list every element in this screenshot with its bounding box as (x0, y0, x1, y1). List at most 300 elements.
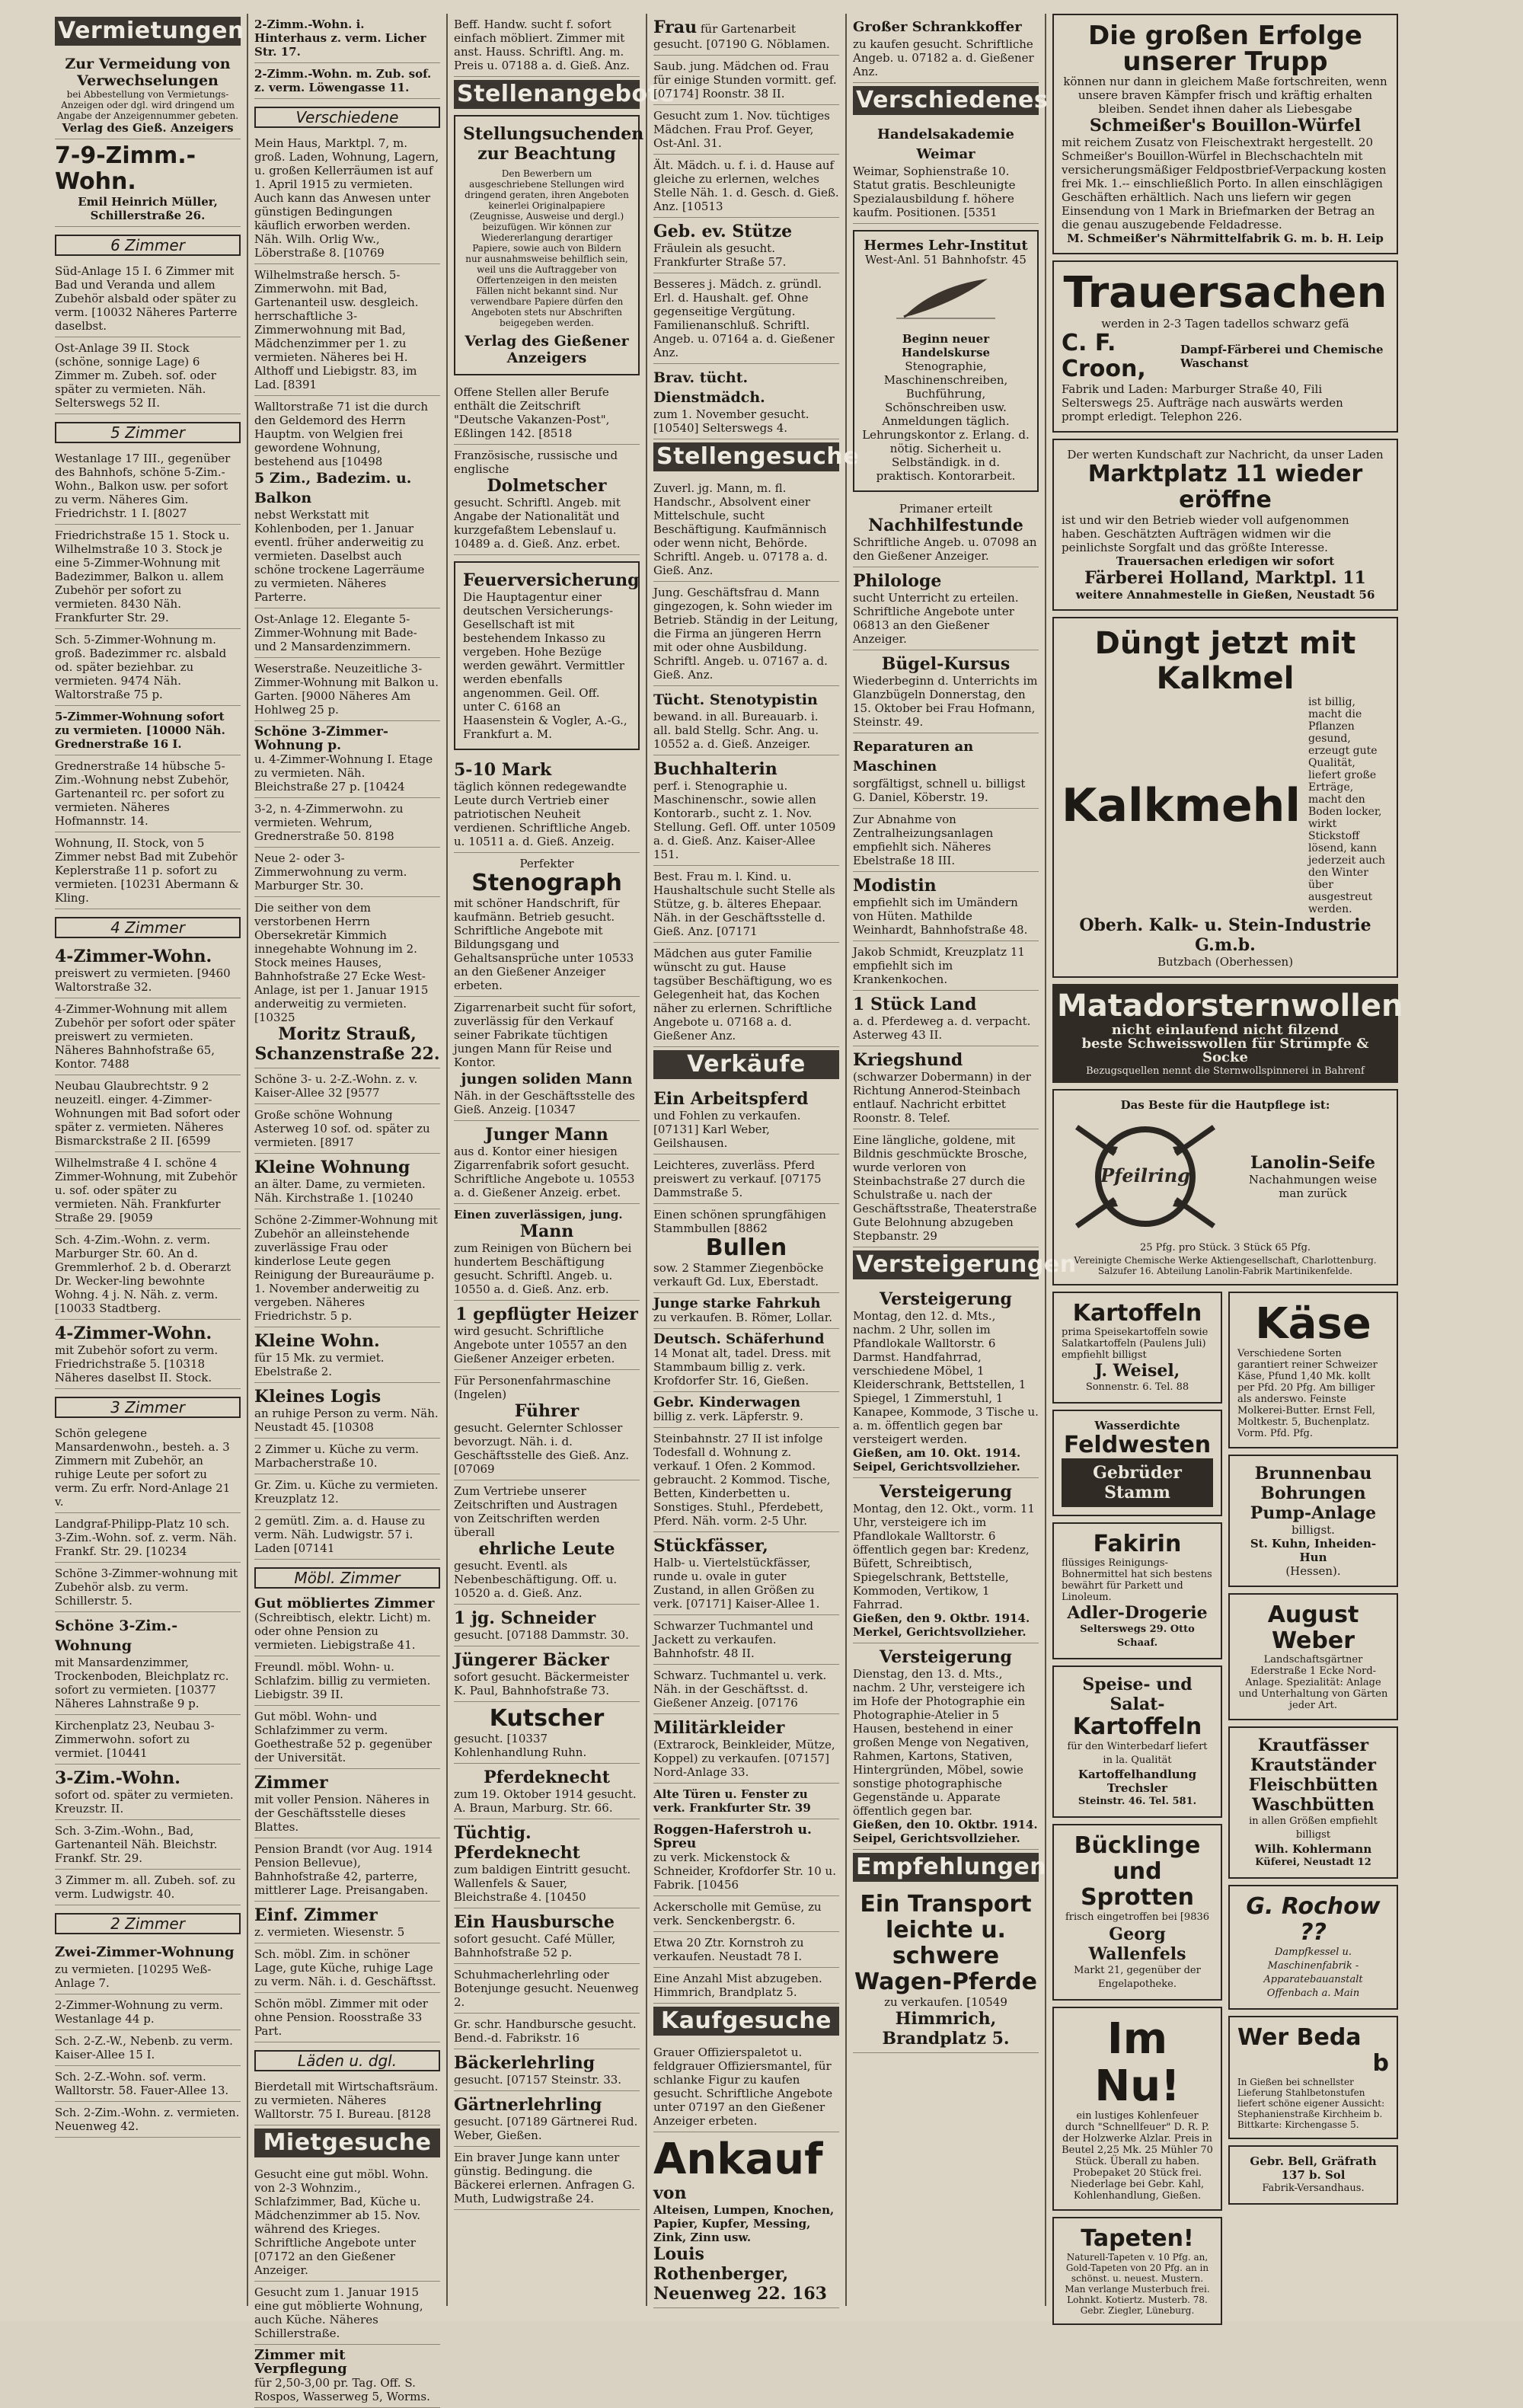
listing: Freundl. möbl. Wohn- u. Schlafzim. billig zu vermieten. Liebigstr. 39 II. (254, 1656, 440, 1706)
listing: Sch. 3-Zim.-Wohn., Bad, Gartenanteil Näh. Bleichstr. Frankf. Str. 29. (55, 1820, 241, 1870)
listing-title: Buchhalterin (653, 759, 777, 779)
ad-sign: Butzbach (Oberhessen) (1157, 955, 1294, 969)
ad-firm: Gebr. Bell, Gräfrath 137 b. Sol (1250, 2154, 1377, 2182)
ad-headline: Trauersachen (1063, 268, 1387, 318)
ad-headline: Brunnenbau (1254, 1464, 1372, 1483)
ad-headline: und Sprotten (1081, 1858, 1194, 1911)
listing-title: Zwei-Zimmer-Wohnung (55, 1944, 235, 1960)
listing-text: Die seither von dem verstorbenen Herrn Obersekretär Kimmich innegehabte Wohnung im 2. Stock meines Hauses, Bahnhofstraße 27 Ecke West-Anlage, ist per 1. Januar 1915 anderweitig zu vermieten. [10325 (254, 901, 429, 1024)
listing-sign: Himmrich, Brandplatz 5. (882, 2009, 1010, 2049)
listing: Bierdetall mit Wirtschaftsräum. zu vermieten. Näheres Walltorstr. 75 I. Bureau. [8128 (254, 2076, 440, 2125)
listing: Westanlage 17 III., gegenüber des Bahnhofs, schöne 5-Zim.-Wohn., Balkon usw. per sofort zu verm. Näheres Gim. Friedrichstr. 1 I. [8027 (55, 448, 241, 525)
listing-text: Walltorstraße 71 ist die durch den Geldemord des Herrn Hauptm. von Welgien frei gewordene Wohnung, bestehend aus [10498 (254, 400, 429, 468)
ad-text: Landschaftsgärtner Ederstraße 1 Ecke Nord-Anlage. Spezialität: Anlage und Unterhaltung von Gärten jeder Art. (1238, 1654, 1388, 1711)
ad-sign: M. Schmeißer's Nährmittelfabrik G. m. b. H. Leip (1067, 232, 1384, 245)
listing-title: Versteigerung (880, 1647, 1012, 1667)
ad-sign: Fabrik-Versandhaus. (1262, 2183, 1365, 2194)
listing-sign: Gießen, am 10. Okt. 1914. Seipel, Gerichtsvollzieher. (853, 1446, 1021, 1474)
listing-text: für 2,50-3,00 pr. Tag. Off. S. Rospos, Wasserweg 5, Worms. (254, 2376, 430, 2403)
listing-title: Kutscher (489, 1705, 605, 1732)
box-title: Hermes Lehr-Institut (864, 238, 1028, 254)
trauer-ad (1052, 260, 1398, 433)
listing-text: an ruhige Person zu verm. Näh. Neustadt 45. [10308 (254, 1407, 439, 1434)
listing: Schön gelegene Mansardenwohn., besteh. a. 3 Zimmern mit Zubehör, an ruhige Leute per sofort zu verm. Zu erfr. Nord-Anlage 21 v. (55, 1423, 241, 1513)
column-1 (49, 14, 248, 2306)
ad-headline: Bücklinge (1074, 1832, 1201, 1859)
holland-ad (1052, 439, 1398, 611)
ad-firm: Adler-Drogerie (1067, 1603, 1208, 1623)
ad-headline: Fleischbütten (1248, 1775, 1378, 1795)
ad-sub: beste Schweisswollen für Strümpfe & Socke (1081, 1036, 1369, 1065)
ad-product: Schmeißer's Bouillon-Würfel (1089, 116, 1362, 136)
listing-text: an älter. Dame, zu vermieten. Näh. Kirchstraße 1. [10240 (254, 1177, 426, 1205)
box-text: Lehrungskontor z. Erlang. d. nötig. Sicherheit u. Selbständigk. in d. praktisch. Kontorarbeit. (862, 428, 1030, 483)
ad-firm: Kartoffelhandlung Trechsler (1078, 1768, 1197, 1795)
listing-text: aus d. Kontor einer hiesigen Zigarrenfabrik sofort gesucht. Schriftliche Angebote u. 10553 a. d. Gießener Anzeig. erbet. (454, 1145, 635, 1199)
listing: 2-Zimm.-Wohn. m. Zub. sof. z. verm. Löwengasse 11. (254, 63, 440, 99)
listing: Sch. 4-Zim.-Wohn. z. verm. Marburger Str. 60. An d. Gremmlerhof. 2 b. d. Oberarzt Dr. Wecker-ling bewohnte Wohng. 4 j. N. Näh. z. verm. [10033 Stadtberg. (55, 1229, 241, 1320)
ad-text: prima Speisekartoffeln sowie Salatkartoffeln (Paulens Juli) empfiehlt billigst (1062, 1327, 1209, 1361)
listing-text: gesucht. [07157 Steinstr. 33. (454, 2073, 622, 2087)
listing: Wohnung, II. Stock, von 5 Zimmer nebst Bad mit Zubehör Keplerstraße 11 p. sofort zu vermieten. [10231 Abermann & Kling. (55, 832, 241, 909)
listing-title: Stenograph (471, 870, 622, 896)
listing-title: Bullen (705, 1234, 787, 1261)
listing-title: Junge starke Fahrkuh (653, 1295, 821, 1311)
subsection-3-zimmer: 3 Zimmer (55, 1397, 241, 1418)
listing-text: sofort od. später zu vermieten. Kreuzstr. II. (55, 1788, 234, 1816)
listing-text: (schwarzer Dobermann) in der Richtung Annerod-Steinbach entlauf. Nachricht erbittet Roonstr. 8. Telef. (853, 1070, 1031, 1125)
listing-text: mit Zubehör sofort zu verm. Friedrichstraße 5. [10318 Näheres daselbst II. Stock. (55, 1343, 219, 1384)
listing-text: Fräulein als gesucht. Frankfurter Straße 57. (653, 241, 787, 269)
listing-title: Gebr. Kinderwagen (653, 1394, 801, 1410)
ad-text: Naturell-Tapeten v. 10 Pfg. an, Gold-Tapeten von 20 Pfg. an in schönst. u. neuest. Mustern. Man verlange Musterbuch frei. Lohnkt. Kotiertz. Musterb. 78. Gebr. Ziegler, Lüneburg. (1065, 2252, 1210, 2316)
listing-title: Frau (653, 18, 698, 37)
listing-text: (Extrarock, Beinkleider, Mütze, Koppel) zu verkaufen. [07157] Nord-Anlage 33. (653, 1738, 835, 1779)
listing-text: gesucht. Schriftl. Angeb. mit Angabe der Nationalität und kurzgefaßtem Lebenslauf u. 10489 a. d. Gieß. Anz. erbet. (454, 496, 621, 551)
ad-firm: J. Weisel, (1094, 1361, 1180, 1381)
ad-price: 25 Pfg. pro Stück. 3 Stück 65 Pfg. (1139, 1242, 1311, 1254)
subsection-laeden: Läden u. dgl. (254, 2050, 440, 2071)
listing: Schuhmacherlehrling oder Botenjunge gesucht. Neuenweg 2. (454, 1964, 640, 2014)
listing: Alte Türen u. Fenster zu verk. Frankfurter Str. 39 (653, 1784, 839, 1819)
ad-sign: Markt 21, gegenüber der Engelapotheke. (1074, 1965, 1201, 1990)
notice-title: Stellungsuchenden zur Beachtung (463, 124, 644, 164)
listing-text: Montag, den 12. Okt., vorm. 11 Uhr, versteigere ich im Pfandlokale Walltorstr. 6 öffentlich gegen bar: Kredenz, Büfett, Schreibtisch, Spiegelschrank, Bettstelle, Kommoden, Vertikow, 1 Fahrrad. (853, 1502, 1035, 1611)
listing-text: (Schreibtisch, elektr. Licht) m. oder ohne Pension zu vermieten. Liebigstraße 41. (254, 1611, 431, 1652)
listing: Best. Frau m. l. Kind. u. Haushaltschule sucht Stelle als Stütze, g. b. älteres Ehepaar. Näh. in der Geschäftsstelle d. Gieß. Anz. [07171 (653, 866, 839, 943)
listing-text: preiswert zu vermieten. [9460 Waltorstraße 32. (55, 966, 231, 994)
listing: Mein Haus, Marktpl. 7, m. groß. Laden, Wohnung, Lagern, u. großen Kellerräumen ist auf 1. April 1915 zu vermieten. Auch kann das Anwesen unter günstigen Bedingungen käuflich erworben werden. Näh. Wilh. Orlig Ww., Löberstraße 8. [10769 (254, 133, 440, 264)
listing-title: Ein Arbeitspferd (653, 1089, 809, 1109)
ad-firm: Gebrüder Stamm (1062, 1458, 1213, 1507)
listing-title: Tücht. Stenotypistin (653, 691, 818, 708)
box-title: Feuerversicherung (463, 570, 640, 590)
column-4 (647, 14, 860, 2306)
listing-title: Mann (519, 1222, 574, 1241)
listing-pre: Einen schönen sprungfähigen Stammbullen [8862 (653, 1208, 826, 1235)
ad-firm-sub: Dampf-Färberei und Chemische Waschanst (1180, 343, 1384, 370)
listing-title: 4-Zimmer-Wohn. (55, 1324, 212, 1343)
ad-text: können nur dann in gleichem Maße fortschreiten, wenn unsere braven Kämpfer frisch und kräftig erhalten bleiben. Sendet ihnen daher als Liebesgabe (1063, 75, 1387, 116)
listing: Etwa 20 Ztr. Kornstroh zu verkaufen. Neustadt 78 I. (653, 1932, 839, 1968)
ad-headline: Krautständer (1250, 1755, 1376, 1775)
kaese-ad (1228, 1292, 1398, 1448)
notice-text: bei Abbestellung von Vermietungs-Anzeigen oder dgl. wird dringend um Angabe der Anzeigennummer gebeten. (56, 89, 239, 121)
section-header-kaufgesuche: Kaufgesuche (653, 2007, 839, 2036)
fakirin-ad (1052, 1522, 1222, 1659)
ad-headline: Fakirin (1093, 1531, 1182, 1557)
listing-title: Nachhilfestunde (868, 516, 1023, 535)
listing-text: und Fohlen zu verkaufen. [07131] Karl Weber, Geilshausen. (653, 1109, 801, 1150)
ad-sign: Küferei, Neustadt 12 (1255, 1857, 1371, 1868)
ad-text: frisch eingetroffen bei [9836 (1065, 1911, 1210, 1923)
notice-text: Den Bewerbern um ausgeschriebene Stellungen wird dringend geraten, ihren Angeboten keinerlei Originalpapiere (Zeugnisse, Ausweise und dergl.) beizufügen. Wir können zur Wiedererlangung derartiger Papiere, sowie auch von Bildern nur ausnahmsweise behilflich sein, weil uns die Auftraggeber von Offertenzeigen in den meisten Fällen nicht bekannt sind. Nur verwendbare Papiere dürfen den Angeboten stets nur Abschriften beigegeben werden. (465, 168, 629, 328)
buecklinge-ad (1052, 1824, 1222, 2001)
listing: Sch. möbl. Zim. in schöner Lage, gute Küche, ruhige Lage zu verm. Näh. i. d. Geschäftsst. (254, 1943, 440, 1993)
listing-title: Gut möbliertes Zimmer (254, 1595, 435, 1611)
listing: Zuverl. jg. Mann, m. fl. Handschr., Absolvent einer Mittelschule, sucht Beschäftigung. Kaufmännisch oder wenn nicht, Behörde. Schriftl. Angeb. u. 07178 a. d. Gieß. Anz. (653, 477, 839, 582)
listing: Jung. Geschäftsfrau d. Mann gingezogen, k. Sohn wieder im Betrieb. Ständig in der Leitung, die Firma an jüngeren Herrn mit oder ohne Ausbildung. Schriftl. Angeb. u. 07167 a. d. Gieß. Anz. (653, 582, 839, 686)
listing-title: 1 gepflügter Heizer (455, 1305, 638, 1324)
listing-text: Schriftliche Angeb. u. 07098 an den Gießener Anzeiger. (853, 535, 1037, 563)
ad-text: billigst. (1292, 1523, 1335, 1537)
listing-text: mit schöner Handschrift, für kaufmänn. Betrieb gesucht. Schriftliche Angebote mit Bildungsgang und Gehaltsansprüche unter 10533 an den Gießener Anzeiger erbeten. (454, 896, 634, 992)
listing: Mädchen aus guter Familie wünscht zu gut. Hause tagsüber Beschäftigung, wo es Gelegenheit hat, das Kochen näher zu erlernen. Schriftliche Angebote u. 07168 a. d. Gießener Anz. (653, 943, 839, 1047)
listing-title: Schöne 3-Zim.-Wohnung (55, 1618, 178, 1654)
quill-pen-icon (889, 271, 1003, 324)
listing: Gesucht eine gut möbl. Wohn. von 2-3 Wohnzim., Schlafzimmer, Bad, Küche u. Mädchenzimmer ab 15. Nov. während des Krieges. Schriftliche Angebote unter [07172 an den Gießener Anzeiger. (254, 2164, 440, 2282)
ad-pre: Wasserdichte (1094, 1419, 1180, 1432)
ad-sub: Trauersachen erledigen wir sofort (1116, 554, 1335, 568)
ad-text: ist billig, macht die Pflanzen gesund, erzeugt gute Qualität, liefert große Erträge, macht den Boden locker, wirkt Stickstoff lösend, kann jederzeit auch den Winter über ausgestreut werden. (1307, 696, 1385, 915)
listing-pre: Zum Vertriebe unserer Zeitschriften und Austragen von Zeitschriften werden überall (454, 1484, 618, 1539)
ad-headline: G. Rochow ?? (1246, 1893, 1381, 1946)
subsection-2-zimmer: 2 Zimmer (55, 1913, 241, 1934)
listing-title: Militärkleider (653, 1718, 785, 1738)
listing: Ält. Mädch. u. f. i. d. Hause auf gleiche zu erlernen, welches Stelle Näh. 1. d. Gesch. d. Gieß. Anz. [10513 (653, 155, 839, 218)
listing-text: mit voller Pension. Näheres in der Geschäftsstelle dieses Blattes. (254, 1793, 429, 1834)
listing: Eine Anzahl Mist abzugeben. Himmrich, Brandplatz 5. (653, 1968, 839, 2004)
column-5 (847, 14, 1077, 2306)
subsection-verschiedene: Verschiedene (254, 107, 440, 128)
subsection-4-zimmer: 4 Zimmer (55, 917, 241, 938)
listing-text: gesucht. [10337 Kohlenhandlung Ruhn. (454, 1732, 587, 1759)
listing-text: gesucht. [07189 Gärtnerei Rud. Weber, Gießen. (454, 2115, 638, 2142)
listing: Ost-Anlage 12. Elegante 5-Zimmer-Wohnung mit Bade- und 2 Mansardenzimmern. (254, 608, 440, 658)
listing-title: Schöne 3-Zimmer-Wohnung p. (254, 724, 388, 753)
ad-text: flüssiges Reinigungs-Bohnermittel hat sich bestens bewährt für Parkett und Linoleum. (1062, 1557, 1212, 1603)
listing-title: Ein Hausbursche (454, 1912, 615, 1932)
listing-text: zu verk. Mickenstock & Schneider, Krofdorfer Str. 10 u. Fabrik. [10456 (653, 1851, 836, 1892)
listing-title-suffix: von (653, 2183, 687, 2203)
listing: Gesucht zum 1. Januar 1915 eine gut möblierte Wohnung, auch Küche. Näheres Schillerstraße. (254, 2282, 440, 2345)
listing-title: Philologe (853, 571, 942, 591)
listing-title: Kleine Wohn. (254, 1331, 380, 1351)
lower-ads-right (1228, 1292, 1398, 2331)
listing-pre: Für Personenfahrmaschine (Ingelen) (454, 1374, 611, 1401)
listing: Sch. 5-Zimmer-Wohnung m. groß. Badezimmer rc. alsbald od. später beziehbar. zu vermieten. 9474 Näh. Waltorstraße 75 p. (55, 629, 241, 706)
listing-text: gesucht. Gelernter Schlosser bevorzugt. Näh. i. d. Geschäftsstelle des Gieß. Anz. [07069 (454, 1421, 630, 1476)
listing: 2-Zimm.-Wohn. i. Hinterhaus z. verm. Licher Str. 17. (254, 14, 440, 63)
listing-title: Reparaturen an Maschinen (853, 739, 974, 774)
listing: 3 Zimmer m. all. Zubeh. sof. zu verm. Ludwigstr. 40. (55, 1870, 241, 1905)
ad-headline: b (1372, 2050, 1389, 2077)
listing-title: Brav. tücht. Dienstmädch. (653, 369, 765, 406)
box-text: Beginn neuer Handelskurse (901, 332, 991, 359)
listing-text: Wiederbeginn d. Unterrichts im Glanzbügeln Donnerstag, den 15. Oktober bei Frau Hofmann, Steinstr. 49. (853, 674, 1038, 729)
listing: 3-2, n. 4-Zimmerwohn. zu vermieten. Wehrum, Grednerstraße 50. 8198 (254, 798, 440, 848)
listing-title: Wagen-Pferde (854, 1969, 1037, 1995)
ad-sign: Offenbach a. Main (1266, 1988, 1360, 1999)
lehr-institut-box (853, 230, 1039, 492)
ad-text: mit reichem Zusatz von Fleischextrakt hergestellt. 20 Schmeißer's Bouillon-Würfel in Blechschachteln mit versicherungsmäßiger Feldpostbrief-Verpackung kosten frei Mk. 1.-- einschließlich Porto. In allen einschlägigen Geschäften erhältlich. Nach uns liefern wir gegen Einsendung von 1 Mark in Briefmarken der Betrag an die genau auszugebende Feldadresse. (1062, 136, 1387, 232)
listing-title: Zimmer mit Verpflegung (254, 2347, 347, 2377)
listing: Große schöne Wohnung Asterweg 10 sof. od. später zu vermieten. [8917 (254, 1104, 440, 1154)
listing: Gesucht zum 1. Nov. tüchtiges Mädchen. Frau Prof. Geyer, Ost-Anl. 31. (653, 105, 839, 155)
listing-text: zu verkaufen. [10549 (884, 1995, 1007, 2009)
listing: Zur Abnahme von Zentralheizungsanlagen empfiehlt sich. Näheres Ebelstraße 18 III. (853, 809, 1039, 872)
kartoffeln-ad (1052, 1292, 1222, 1404)
lower-ads-left (1052, 1292, 1222, 2331)
listing-title: Handelsakademie Weimar (877, 126, 1014, 162)
listing: Weserstraße. Neuzeitliche 3-Zimmer-Wohnung mit Balkon u. Garten. [9000 Näheres Am Hohlweg 25 p. (254, 658, 440, 721)
ad-sign: Bezugsquellen nennt die Sternwollspinnerei in Bahrenf (1086, 1065, 1365, 1077)
listing: 4-Zimmer-Wohnung mit allem Zubehör per sofort oder später preiswert zu vermieten. Näheres Bahnhofstraße 65, Kontor. 7488 (55, 998, 241, 1075)
listing: Gr. schr. Handbursche gesucht. Bend.-d. Fabrikstr. 16 (454, 2014, 640, 2049)
listing-text: z. vermieten. Wiesenstr. 5 (254, 1925, 405, 1939)
ad-text: ist und wir den Betrieb wieder voll aufgenommen haben. Geschätzten Aufträgen widmen wir die peinlichste Sorgfalt und das größte Interesse. (1062, 513, 1349, 554)
listing: Beff. Handw. sucht f. sofort einfach möbliert. Zimmer mit anst. Hauss. Schriftl. Ang. m. Preis u. 07188 a. d. Gieß. Anz. (454, 14, 640, 77)
listing: Sch. 2-Z.-Wohn. sof. verm. Walltorstr. 58. Fauer-Allee 13. (55, 2066, 241, 2102)
feldwesten-ad (1052, 1410, 1222, 1516)
listing: Leichteres, zuverläss. Pferd preiswert zu verkauf. [07175 Dammstraße 5. (653, 1154, 839, 1204)
section-header-mietgesuche: Mietgesuche (254, 2129, 440, 2157)
ad-headline: Kartoffeln (1072, 1300, 1202, 1327)
matador-ad (1052, 984, 1403, 1083)
listing-title: Kriegshund (853, 1050, 963, 1070)
listing: Offene Stellen aller Berufe enthält die Zeitschrift "Deutsche Vakanzen-Post", Eßlingen 142. [8518 (454, 382, 640, 445)
ad-text: für den Winterbedarf liefert in la. Qualität (1067, 1741, 1208, 1766)
kalkmehl-ad (1052, 617, 1398, 978)
listing: Kirchenplatz 23, Neubau 3-Zimmerwohn. sofort zu vermiet. [10441 (55, 1715, 241, 1764)
listing: Pension Brandt (vor Aug. 1914 Pension Bellevue), Bahnhofstraße 42, parterre, mittlerer Lage. Preisangaben. (254, 1838, 440, 1902)
ad-headline: Tapeten! (1081, 2225, 1194, 2252)
listing-title: Versteigerung (880, 1482, 1012, 1502)
ad-headline: Speise- und Salat- (1082, 1675, 1193, 1714)
ad-sign: Sonnenstr. 6. Tel. 88 (1085, 1381, 1189, 1393)
listing-sign: Emil Heinrich Müller, Schillerstraße 26. (78, 195, 218, 222)
ad-text: Verschiedene Sorten garantiert reiner Schweizer Käse, Pfund 1,40 Mk. kollt per Pfd. 20 Pfg. Am billiger als anderswo. Feinste Molkerei-Butter. Ernst Fell, Moltkestr. 5, Buchenplatz. Vorm. Pfd. Pfg. (1237, 1348, 1378, 1439)
listing-text: zum Reinigen von Büchern bei hundertem Beschäftigung gesucht. Schriftl. Angeb. u. 10550 a. d. Gieß. Anz. erb. (454, 1241, 632, 1296)
column-6 (1046, 14, 1404, 2316)
box-address: West-Anl. 51 Bahnhofstr. 45 (865, 253, 1027, 267)
listing-title: Kleine Wohnung (254, 1158, 410, 1177)
subsection-5-zimmer: 5 Zimmer (55, 422, 241, 443)
box-text: Stenographie, Maschinenschreiben, Buchführung, Schönschreiben usw. (883, 359, 1008, 414)
ad-firm: Georg Wallenfels (1088, 1924, 1186, 1964)
listing-title: Tüchtig. Pferdeknecht (454, 1823, 580, 1863)
ad-text: In Gießen bei schnellster Lieferung Stahlbetonstufen liefert schöne eigener Aussicht: Stephanienstraße Kirchheim b. Bittkarte: Kirchengasse 5. (1237, 2077, 1385, 2130)
ad-firm: Färberei Holland, Marktpl. 11 (1084, 568, 1366, 588)
lanolin-name: Pfeilring (1100, 1164, 1190, 1186)
ad-headline: Im Nu! (1094, 2014, 1180, 2111)
listing: Gr. Zim. u. Küche zu vermieten. Kreuzplatz 12. (254, 1474, 440, 1510)
listing-text: täglich können redegewandte Leute durch Vertrieb einer patriotischen Neuheit verdienen. Schriftliche Angeb. u. 10511 a. d. Gieß. Anzeig. (454, 780, 631, 848)
ad-text: Fabrik und Laden: Marburger Straße 40, Fili Selterswegs 25. Aufträge nach auswärts werden prompt erledigt. Telephon 226. (1062, 382, 1343, 423)
listing-title: Jüngerer Bäcker (454, 1650, 609, 1670)
listing: Friedrichstraße 15 1. Stock u. Wilhelmstraße 10 3. Stock je eine 5-Zimmer-Wohnung mit Badezimmer, Balkon u. allem Zubehör per sofort zu vermieten. 8430 Näh. Frankfurter Str. 29. (55, 525, 241, 629)
listing: Sch. 2-Zim.-Wohn. z. vermieten. Neuenweg 42. (55, 2102, 241, 2138)
listing-title: Stückfässer, (653, 1536, 768, 1556)
listing-title: leichte u. schwere (886, 1917, 1006, 1969)
listing: Schön möbl. Zimmer mit oder ohne Pension. Roosstraße 33 Part. (254, 1993, 440, 2042)
listing: Neubau Glaubrechtstr. 9 2 neuzeitl. einger. 4-Zimmer-Wohnungen mit Bad sofort oder später z. vermieten. Näheres Bismarckstraße 2 II. [6599 (55, 1075, 241, 1152)
ad-sign: weitere Annahmestelle in Gießen, Neustadt 56 (1075, 588, 1375, 602)
listing-text: gesucht. Eventl. als Nebenbeschäftigung. Off. u. 10520 a. d. Gieß. Anz. (454, 1559, 618, 1600)
listing-text: u. 4-Zimmer-Wohnung I. Etage zu vermieten. Näh. Bleichstraße 27 p. [10424 (254, 752, 433, 794)
listing: Steinbahnstr. 27 II ist infolge Todesfall d. Wohnung z. verkauf. 1 Ofen. 2 Kommod. gebraucht. 2 Kommod. Tische, Betten, Kinderbetten u. Sonstiges. Stuhl., Pferdebett, Pferd. Näh. vorm. 2-5 Uhr. (653, 1428, 839, 1532)
listing: Schwarzer Tuchmantel und Jackett zu verkaufen. Bahnhofstr. 48 II. (653, 1615, 839, 1665)
weber-ad (1228, 1593, 1398, 1720)
section-header-stellenangebote: Stellenangebote (454, 80, 640, 109)
listing: Ackerscholle mit Gemüse, zu verk. Senckenbergstr. 6. (653, 1896, 839, 1932)
listing-text: Weimar, Sophienstraße 10. Statut gratis. Beschleunigte Spezialausbildung f. höhere kaufm. Positionen. [5351 (853, 164, 1016, 219)
ad-headline: Bohrungen (1260, 1483, 1366, 1503)
listing-title: 7-9-Zimm.-Wohn. (55, 142, 196, 195)
lower-ads-row (1052, 1292, 1398, 2331)
listing: Wilhelmstraße hersch. 5-Zimmerwohn. mit Bad, Gartenanteil usw. desgleich. herrschaftliche 3-Zimmerwohnung mit Bad, Mädchenzimmer per 1. zu vermieten. Näheres bei H. Althoff und Liebigstr. 83, im Lad. [8391 (254, 264, 440, 396)
notice-sign: Verlag des Gießener Anzeigers (465, 333, 629, 366)
ad-headline: Die großen Erfolge unserer Trupp (1088, 21, 1362, 77)
listing-title: Versteigerung (880, 1289, 1012, 1309)
listing-text: bewand. in all. Bureauarb. i. all. bald Stellg. Schr. Ang. u. 10552 a. d. Gieß. Anzeiger. (653, 710, 819, 751)
ad-headline: Wer Beda (1237, 2024, 1362, 2051)
listing-title: Modistin (853, 876, 937, 896)
listing-text: Alteisen, Lumpen, Knochen, Papier, Kupfer, Messing, Zink, Zinn usw. (653, 2203, 835, 2244)
listing: 2 gemütl. Zim. a. d. Hause zu verm. Näh. Ludwigstr. 57 i. Laden [07141 (254, 1510, 440, 1560)
listing-title: Führer (514, 1401, 580, 1421)
speise-ad (1052, 1665, 1222, 1818)
listing-text: Näh. in der Geschäftsstelle des Gieß. Anzeig. [10347 (454, 1089, 635, 1116)
listing-title: 1 jg. Schneider (454, 1608, 596, 1628)
box-text: Anmeldungen täglich. (882, 414, 1010, 428)
listing-title: Geb. ev. Stütze (653, 222, 793, 241)
ad-sign: Steinstr. 46. Tel. 581. (1078, 1796, 1197, 1807)
listing: Schwarz. Tuchmantel u. verk. Näh. in der Geschäftsst. d. Gießener Anzeig. [07176 (653, 1665, 839, 1714)
ad-sub: nicht einlaufend nicht filzend (1111, 1022, 1339, 1038)
listing-title: 1 Stück Land (853, 995, 977, 1014)
listing-title: Kleines Logis (254, 1387, 382, 1407)
section-header-verkaeufe: Verkäufe (653, 1050, 839, 1079)
ad-headline: Krautfässer (1257, 1736, 1369, 1755)
ad-text: Dampfkessel u. Maschinenfabrik - Apparatebauanstalt (1263, 1947, 1363, 1985)
ad-product: Kalkmehl (1062, 779, 1301, 832)
column-3 (448, 14, 675, 2306)
listing-title: Ein Transport (860, 1891, 1032, 1918)
notice (55, 52, 241, 139)
listing-text: zu verkaufen. B. Römer, Lollar. (653, 1311, 833, 1324)
tapeten-ad (1052, 2217, 1222, 2325)
listing: Sch. 2-Z.-W., Nebenb. zu verm. Kaiser-Allee 15 I. (55, 2030, 241, 2066)
listing: Jakob Schmidt, Kreuzplatz 11 empfiehlt sich im Krankenkochen. (853, 941, 1039, 991)
listing-sign: Louis Rothenberger, Neuenweg 22. 163 (653, 2244, 827, 2304)
listing-text: sorgfältigst, schnell u. billigst G. Daniel, Köberstr. 19. (853, 777, 1026, 804)
listing: Neue 2- oder 3-Zimmerwohnung zu verm. Marburger Str. 30. (254, 848, 440, 897)
listing-text: Montag, den 12. d. Mts., nachm. 2 Uhr, sollen im Pfandlokale Walltorstr. 6 Darmst. Handfahrrad, verschiedene Möbel, 1 Kleiderschrank, Bettstellen, 1 Spiegel, 1 Zimmerstuhl, 1 Kanapee, Kommode, 3 Tische u. a. m. öffentlich gegen bar versteigert werden. (853, 1309, 1039, 1446)
listing: Eine längliche, goldene, mit Bildnis geschmückte Brosche, wurde verloren von Steinbachstraße 27 durch die Schulstraße u. nach der Geschäftsstraße, Theaterstraße Gute Belohnung abzugeben Stepbanstr. 29 (853, 1129, 1039, 1247)
listing-text: zu vermieten. [10295 Weß-Anlage 7. (55, 1962, 212, 1990)
ad-headline: Waschbütten (1252, 1795, 1375, 1815)
listing-title: Bügel-Kursus (881, 654, 1011, 674)
subsection-6-zimmer: 6 Zimmer (55, 235, 241, 256)
listing-text: sofort gesucht. Café Müller, Bahnhofstraße 52 p. (454, 1932, 616, 1959)
lanolin-ad (1052, 1089, 1398, 1285)
ad-headline: Kartoffeln (1072, 1713, 1202, 1740)
section-header-versteigerungen: Versteigerungen (853, 1250, 1039, 1279)
listing-text: Zigarrenarbeit sucht für sofort, zuverlässig für den Verkauf seiner Fabrikate tüchtigen jungen Mann für Reise und Kontor. (454, 1001, 637, 1069)
listing-text: Halb- u. Viertelstückfässer, runde u. ovale in guter Zustand, in allen Größen zu verk. [07171] Kaiser-Allee 1. (653, 1556, 820, 1611)
listing-text: für Gartenarbeit gesucht. [07190 G. Nöblamen. (653, 22, 830, 51)
ad-side: Lanolin-Seife (1250, 1153, 1375, 1173)
section-header-verschiedenes: Verschiedenes (853, 86, 1039, 115)
brunnenbau-ad (1228, 1455, 1398, 1587)
listing-pre: Französische, russische und englische (454, 449, 618, 476)
notice-title: Zur Vermeidung von Verwechselungen (65, 56, 231, 89)
ad-headline: Marktplatz 11 wieder eröffne (1087, 461, 1363, 513)
listing-sign: Gießen, den 10. Oktbr. 1914. Seipel, Gerichtsvollzieher. (853, 1818, 1038, 1845)
ad-headline: Matadorsternwollen (1057, 988, 1403, 1024)
ad-headline: Pump-Anlage (1250, 1503, 1377, 1523)
listing-text: zum 1. November gesucht. [10540] Selterswegs 4. (653, 407, 809, 435)
ad-firm: Wilh. Kohlermann (1254, 1842, 1372, 1856)
listing: Süd-Anlage 15 I. 6 Zimmer mit Bad und Veranda und allem Zubehör alsbald oder später zu verm. [10032 Näheres Parterre daselbst. (55, 260, 241, 337)
ad-text: ein lustiges Kohlenfeuer durch "Schnellfeuer" D. R. P. der Holzwerke Alzlar. Preis in Beutel 2,25 Mk. 25 Mühler 70 Stück. Überall zu haben. Probepaket 20 Stück frei. Niederlage bei Gebr. Kahl, Kohlenhandlung, Gießen. (1062, 2110, 1213, 2202)
listing-title: Pferdeknecht (484, 1768, 610, 1787)
listing-text: perf. i. Stenographie u. Maschinenschr., sowie allen Kontorarb., sucht z. 1. Nov. Stellung. Gefl. Off. unter 10509 a. d. Gieß. Anz. Kaiser-Allee 151. (653, 779, 836, 861)
ad-sign: (Hessen). (1285, 1564, 1341, 1578)
notice-sign: Verlag des Gieß. Anzeigers (62, 121, 234, 135)
listing: Schöne 2-Zimmer-Wohnung mit Zubehör an alleinstehende zuverlässige Frau oder kinderlose Leute gegen Reinigung der Bureauräume p. 1. November anderweitig zu vergeben. Näheres Friedrichstr. 5 p. (254, 1209, 440, 1327)
listing: Ein braver Junge kann unter günstig. Bedingung. die Bäckerei erlernen. Anfragen G. Muth, Ludwigstraße 24. (454, 2147, 640, 2210)
listing: 2-Zimmer-Wohnung zu verm. Westanlage 44 p. (55, 1994, 241, 2030)
listing-text: empfiehlt sich im Umändern von Hüten. Mathilde Weinhardt, Bahnhofstraße 48. (853, 896, 1028, 937)
listing-pre: Perfekter (519, 857, 574, 870)
listing-text: billig z. verk. Läpferstr. 9. (653, 1410, 803, 1423)
ad-text: werden in 2-3 Tagen tadellos schwarz gefä (1101, 317, 1349, 331)
listing-text: mit Mansardenzimmer, Trockenboden, Bleichplatz rc. sofort zu vermieten. [10377 Näheres Lahnstraße 9 p. (55, 1656, 229, 1710)
insurance-box (454, 561, 640, 750)
ad-text: in allen Größen empfiehlt billigst (1249, 1816, 1378, 1841)
ad-headline: Düngt jetzt mit Kalkmel (1094, 626, 1356, 696)
listing-title: Zimmer (254, 1773, 328, 1793)
ad-text: Der werten Kundschaft zur Nachricht, da unser Laden (1067, 448, 1384, 461)
ad-firm: St. Kuhn, Inheiden-Hun (1250, 1537, 1377, 1564)
notice-box (454, 115, 644, 375)
imnu-ad (1052, 2007, 1222, 2211)
listing-title: Großer Schrankkoffer (853, 19, 1022, 35)
listing: 2 Zimmer u. Küche zu verm. Marbacherstraße 10. (254, 1439, 440, 1474)
listing: Grauer Offizierspaletot u. feldgrauer Offiziersmantel, für schlanke Figur zu kaufen gesucht. Schriftliche Angebote unter 07197 an den Gießener Anzeiger erbeten. (653, 2042, 839, 2132)
ad-sign: Selterswegs 29. Otto Schaaf. (1080, 1624, 1195, 1649)
listing-title: Dolmetscher (487, 476, 607, 496)
ad-firm: Oberh. Kalk- u. Stein-Industrie G.m.b. (1079, 915, 1371, 955)
bouillon-ad (1052, 14, 1398, 254)
listing-text: sow. 2 Stammer Ziegenböcke verkauft Gd. Lux, Eberstadt. (653, 1261, 824, 1289)
listing-text: 14 Monat alt, tadel. Dress. mit Stammbaum billig z. verk. Krofdorfer Str. 16, Gießen. (653, 1346, 831, 1388)
listing-title: Gärtnerlehrling (454, 2095, 602, 2115)
section-header-stellengesuche: Stellengesuche (653, 442, 839, 471)
listing-title: 5 Zim., Badezim. u. Balkon (254, 470, 412, 506)
